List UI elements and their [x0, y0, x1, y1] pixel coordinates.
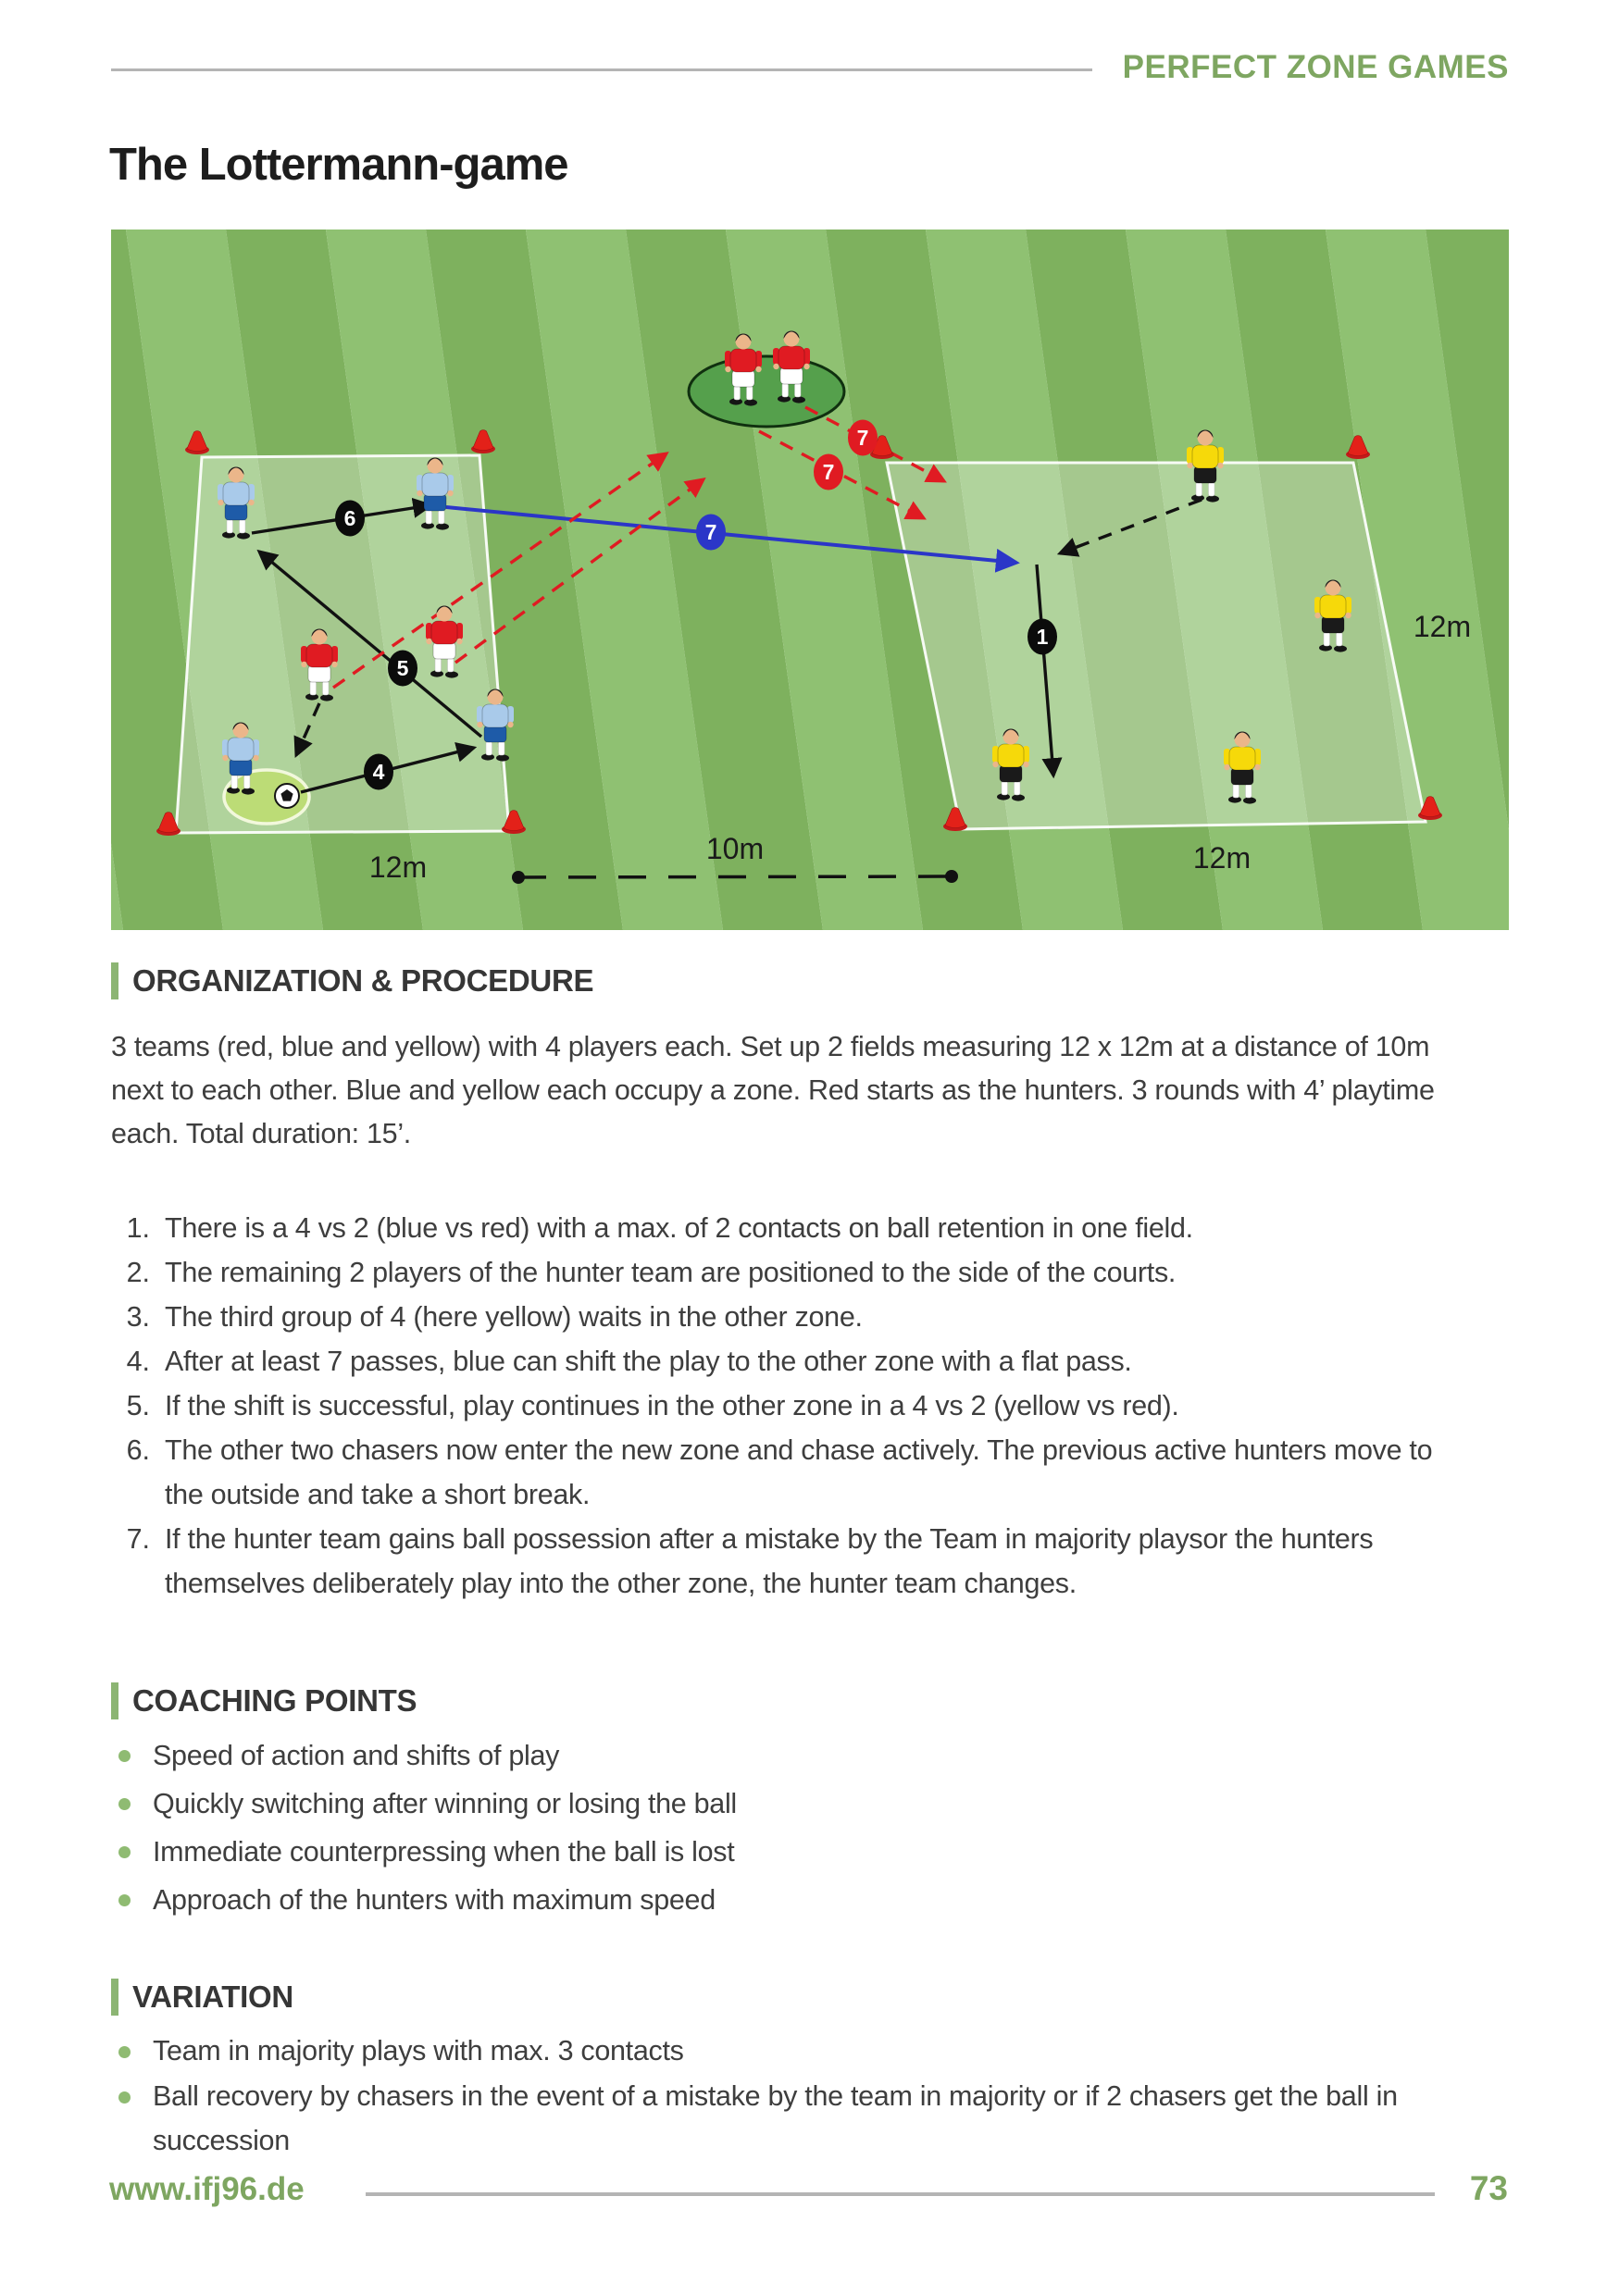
- step-text: If the hunter team gains ball possession after a mistake by the Team in majority playsor the hunters themselves deliberately play into the other zone, the hunter team changes.: [165, 1523, 1374, 1599]
- procedure-step: [111, 1206, 1472, 1250]
- bullet-text: Speed of action and shifts of play: [153, 1740, 560, 1771]
- pass-marker-1: [1027, 619, 1057, 655]
- bullet-dot-icon: [118, 1750, 131, 1762]
- procedure-step: [111, 1384, 1472, 1428]
- svg-text:6: 6: [343, 506, 356, 530]
- bullet-item: [118, 1877, 1479, 1924]
- procedure-step: [111, 1517, 1472, 1606]
- pass-marker-5: [388, 651, 417, 687]
- svg-text:7: 7: [704, 520, 717, 544]
- svg-text:7: 7: [822, 460, 835, 484]
- pass-marker-6: [335, 501, 365, 537]
- footer-rule: [366, 2192, 1435, 2196]
- organization-intro: 3 teams (red, blue and yellow) with 4 players each. Set up 2 fields measuring 12 x 12m at a distance of 10m next to each other. Blue and yellow each occupy a zone. Red starts as the hunters. 3 rounds with 4’ playtime each. Total duration: 15’.: [111, 1031, 1435, 1149]
- step-number: 2.: [126, 1257, 150, 1288]
- coaching-points-list: [118, 1732, 1479, 1925]
- right-zone-depth-label: 12m: [1413, 610, 1472, 643]
- section-heading-text: ORGANIZATION & PROCEDURE: [132, 963, 594, 998]
- section-variation-heading: [111, 1979, 293, 2016]
- step-text: The remaining 2 players of the hunter team are positioned to the side of the courts.: [165, 1257, 1177, 1288]
- step-number: 7.: [126, 1523, 150, 1555]
- bullet-item: [118, 1781, 1479, 1828]
- drill-diagram: [111, 230, 1509, 930]
- footer-website: www.ifj96.de: [109, 2171, 305, 2207]
- bullet-text: Quickly switching after winning or losing the ball: [153, 1788, 737, 1819]
- svg-text:1: 1: [1036, 625, 1049, 649]
- step-text: The other two chasers now enter the new zone and chase actively. The previous active hunters move to the outside and take a short break.: [165, 1434, 1433, 1510]
- step-number: 4.: [126, 1346, 150, 1377]
- section-organization-heading: [111, 962, 593, 999]
- step-number: 5.: [126, 1390, 150, 1421]
- pass-marker-7: [848, 420, 878, 456]
- right-zone-width-label: 12m: [1192, 841, 1252, 875]
- bullet-dot-icon: [118, 1894, 131, 1906]
- procedure-step: [111, 1339, 1472, 1384]
- gap-distance-label: 10m: [705, 832, 765, 865]
- bullet-text: Immediate counterpressing when the ball is lost: [153, 1836, 735, 1868]
- step-number: 6.: [126, 1434, 150, 1466]
- variation-points-list: [118, 2029, 1479, 2164]
- section-heading-text: VARIATION: [132, 1980, 293, 2014]
- pass-marker-4: [364, 754, 393, 790]
- svg-text:4: 4: [372, 760, 385, 784]
- section-heading-text: COACHING POINTS: [132, 1683, 417, 1718]
- footer-page-number: 73: [1469, 2169, 1508, 2207]
- resting-circle: [689, 356, 844, 427]
- pass-marker-7: [814, 454, 843, 490]
- bullet-item: [118, 2074, 1479, 2163]
- bullet-text: Team in majority plays with max. 3 contacts: [153, 2035, 684, 2066]
- procedure-step: [111, 1295, 1472, 1339]
- bullet-dot-icon: [118, 1846, 131, 1858]
- page-title: The Lottermann-game: [109, 140, 568, 190]
- step-number: 3.: [126, 1301, 150, 1333]
- section-coaching-heading: [111, 1682, 417, 1719]
- step-number: 1.: [126, 1212, 150, 1244]
- chapter-label: PERFECT ZONE GAMES: [1122, 49, 1509, 85]
- step-text: There is a 4 vs 2 (blue vs red) with a max. of 2 contacts on ball retention in one field.: [165, 1212, 1193, 1244]
- svg-text:5: 5: [396, 656, 409, 680]
- heading-accent-bar: [111, 1682, 118, 1719]
- heading-accent-bar: [111, 962, 118, 999]
- procedure-step: [111, 1250, 1472, 1295]
- bullet-item: [118, 1829, 1479, 1876]
- procedure-step: [111, 1428, 1472, 1517]
- left-zone-width-label: 12m: [368, 850, 428, 884]
- step-text: If the shift is successful, play continues in the other zone in a 4 vs 2 (yellow vs red).: [165, 1390, 1179, 1421]
- bullet-dot-icon: [118, 2046, 131, 2058]
- bullet-dot-icon: [118, 1798, 131, 1810]
- header-rule: [111, 68, 1092, 71]
- pass-marker-7: [696, 515, 726, 551]
- procedure-steps-list: [111, 1206, 1472, 1606]
- bullet-item: [118, 1732, 1479, 1780]
- bullet-dot-icon: [118, 2091, 131, 2104]
- bullet-item: [118, 2029, 1479, 2073]
- heading-accent-bar: [111, 1979, 118, 2016]
- pitch-illustration: [111, 230, 1509, 930]
- step-text: After at least 7 passes, blue can shift the play to the other zone with a flat pass.: [165, 1346, 1132, 1377]
- step-text: The third group of 4 (here yellow) waits in the other zone.: [165, 1301, 863, 1333]
- svg-text:7: 7: [856, 426, 869, 450]
- bullet-text: Ball recovery by chasers in the event of a mistake by the team in majority or if 2 chasers get the ball in succession: [153, 2080, 1398, 2156]
- bullet-text: Approach of the hunters with maximum speed: [153, 1884, 716, 1916]
